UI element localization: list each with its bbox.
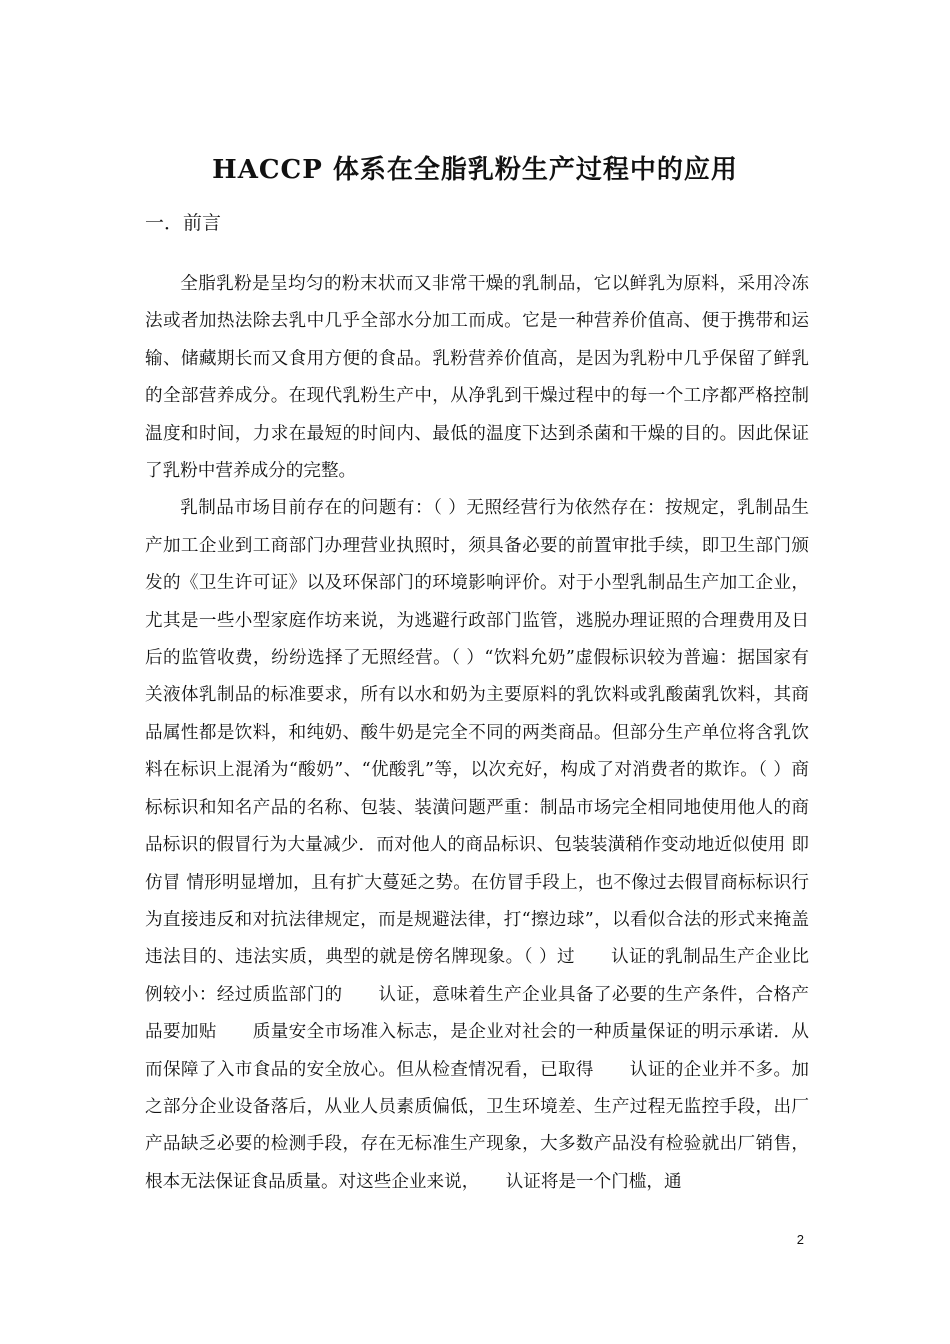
paragraph-2: 乳制品市场目前存在的问题有：（ ）无照经营行为依然存在：按规定，乳制品生产加工企业到工商部门办理营业执照时，须具备必要的前置审批手续，即卫生部门颁发的《卫生许可证》以及环保部门的环境影响评价。对于小型乳制品生产加工企业，尤其是一些小型家庭作坊来说，为逃避行政部门监管，逃脱办理证照的合理费用及日后的监管收费，纷纷选择了无照经营。（ ）“饮料允奶”虚假标识较为普遍：据国家有关液体乳制品的标准要求，所有以水和奶为主要原料的乳饮料或乳酸菌乳饮料，其商品属性都是饮料，和纯奶、酸牛奶是完全不同的两类商品。但部分生产单位将含乳饮料在标识上混淆为“酸奶”、“优酸乳”等，以次充好，构成了对消费者的欺诈。（ ）商标标识和知名产品的名称、包装、装潢问题严重：制品市场完全相同地使用他人的商品标识的假冒行为大量减少．而对他人的商品标识、包装装潢稍作变动地近似使用 即仿冒 情形明显增加，且有扩大蔓延之势。在仿冒手段上，也不像过去假冒商标标识行为直接违反和对抗法律规定，而是规避法律，打“擦边球”，以看似合法的形式来掩盖违法目的、违法实质，典型的就是傍名牌现象。（ ）过 认证的乳制品生产企业比例较小：经过质监部门的 认证，意味着生产企业具备了必要的生产条件，合格产品要加贴 质量安全市场准入标志，是企业对社会的一种质量保证的明示承诺．从而保障了入市食品的安全放心。但从检查情况看，已取得 认证的企业并不多。加之部分企业设备落后，从业人员素质偏低，卫生环境差、生产过程无监控手段，出厂产品缺乏必要的检测手段，存在无标准生产现象，大多数产品没有检验就出厂销售，根本无法保证食品质量。对这些企业来说， 认证将是一个门槛，通 bbox=[145, 498, 809, 1192]
document-body bbox=[145, 266, 809, 1201]
page-number: 2 bbox=[796, 1232, 804, 1247]
paragraph-1: 全脂乳粉是呈均匀的粉末状而又非常干燥的乳制品，它以鲜乳为原料，采用冷冻法或者加热法除去乳中几乎全部水分加工而成。它是一种营养价值高、便于携带和运输、储藏期长而又食用方便的食品。乳粉营养价值高，是因为乳粉中几乎保留了鲜乳的全部营养成分。在现代乳粉生产中，从净乳到干燥过程中的每一个工序都严格控制温度和时间，力求在最短的时间内、最低的温度下达到杀菌和干燥的目的。因此保证了乳粉中营养成分的完整。 bbox=[145, 274, 809, 482]
section-heading: 一．前言 bbox=[145, 212, 222, 234]
document-title: HACCP 体系在全脂乳粉生产过程中的应用 bbox=[212, 155, 738, 185]
